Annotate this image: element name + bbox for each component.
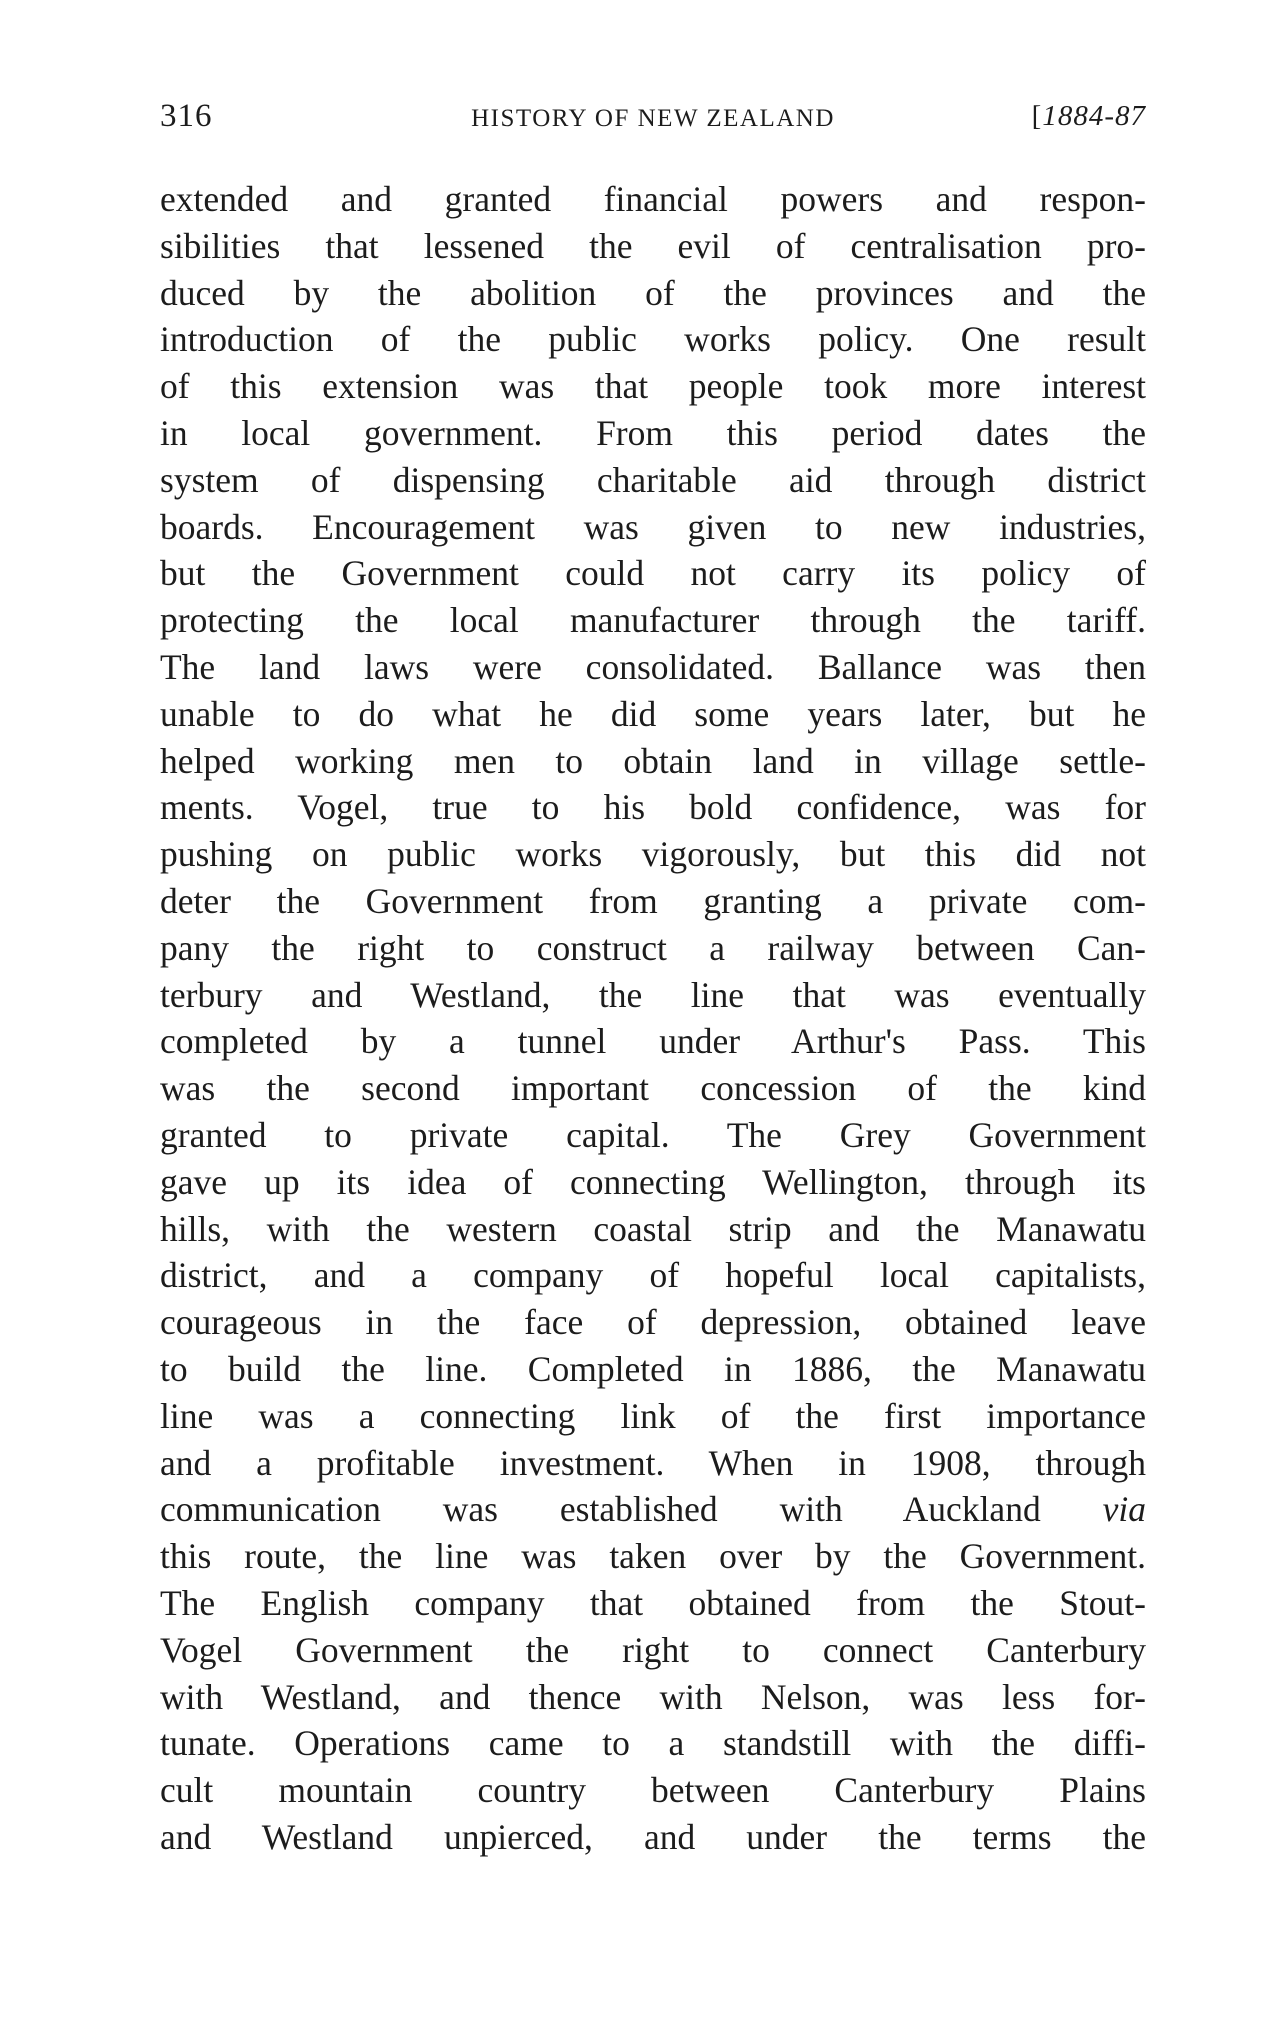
text-line: The land laws were consolidated. Ballance was then (160, 646, 1146, 687)
year-range-text: 1884-87 (1042, 100, 1146, 132)
page-header (160, 98, 1146, 142)
body-text (160, 176, 1146, 1861)
text-line: and Westland unpierced, and under the terms the (160, 1816, 1146, 1857)
text-line-with-italic (160, 1486, 1146, 1533)
text-line: gave up its idea of connecting Wellington, through its (160, 1161, 1146, 1202)
year-range (1032, 100, 1146, 133)
text-line: terbury and Westland, the line that was eventually (160, 974, 1146, 1015)
text-line: deter the Government from granting a private com- (160, 880, 1146, 921)
text-line: in local government. From this period dates the (160, 412, 1146, 453)
page-number: 316 (160, 98, 213, 134)
text-line: The English company that obtained from the Stout- (160, 1582, 1146, 1623)
text-line-segment: communication was established with Auckland (160, 1489, 1041, 1530)
running-title: HISTORY OF NEW ZEALAND (471, 105, 835, 132)
text-line: Vogel Government the right to connect Canterbury (160, 1629, 1146, 1670)
text-line: courageous in the face of depression, obtained leave (160, 1302, 1146, 1343)
text-line: introduction of the public works policy. One result (160, 319, 1146, 360)
text-line: cult mountain country between Canterbury Plains (160, 1770, 1146, 1811)
text-line: ments. Vogel, true to his bold confidence, was for (160, 787, 1146, 828)
text-line: system of dispensing charitable aid through district (160, 459, 1146, 500)
text-line: hills, with the western coastal strip and the Manawatu (160, 1208, 1146, 1249)
text-line: granted to private capital. The Grey Government (160, 1114, 1146, 1155)
text-line: pushing on public works vigorously, but this did not (160, 834, 1146, 875)
text-line: completed by a tunnel under Arthur's Pass. This (160, 1021, 1146, 1062)
text-line: was the second important concession of the kind (160, 1068, 1146, 1109)
text-line: but the Government could not carry its policy of (160, 553, 1146, 594)
text-line: of this extension was that people took more interest (160, 366, 1146, 407)
text-line: boards. Encouragement was given to new industries, (160, 506, 1146, 547)
text-line: extended and granted financial powers and respon- (160, 179, 1146, 219)
text-line: helped working men to obtain land in village settle- (160, 740, 1146, 781)
text-line: sibilities that lessened the evil of centralisation pro- (160, 225, 1146, 266)
text-line: and a profitable investment. When in 1908, through (160, 1442, 1146, 1483)
text-line: district, and a company of hopeful local capitalists, (160, 1255, 1146, 1296)
year-range-bracket: [ (1031, 100, 1043, 132)
text-line: unable to do what he did some years later, but he (160, 693, 1146, 734)
italic-word: via (1102, 1489, 1146, 1530)
text-line: with Westland, and thence with Nelson, was less for- (160, 1676, 1146, 1717)
text-line: tunate. Operations came to a standstill with the diffi- (160, 1723, 1146, 1764)
text-line: to build the line. Completed in 1886, the Manawatu (160, 1348, 1146, 1389)
text-line: pany the right to construct a railway between Can- (160, 927, 1146, 968)
text-line: protecting the local manufacturer through the tariff. (160, 600, 1146, 641)
text-line: duced by the abolition of the provinces and the (160, 272, 1146, 313)
text-line: this route, the line was taken over by the Government. (160, 1536, 1146, 1577)
text-line: line was a connecting link of the first importance (160, 1395, 1146, 1436)
